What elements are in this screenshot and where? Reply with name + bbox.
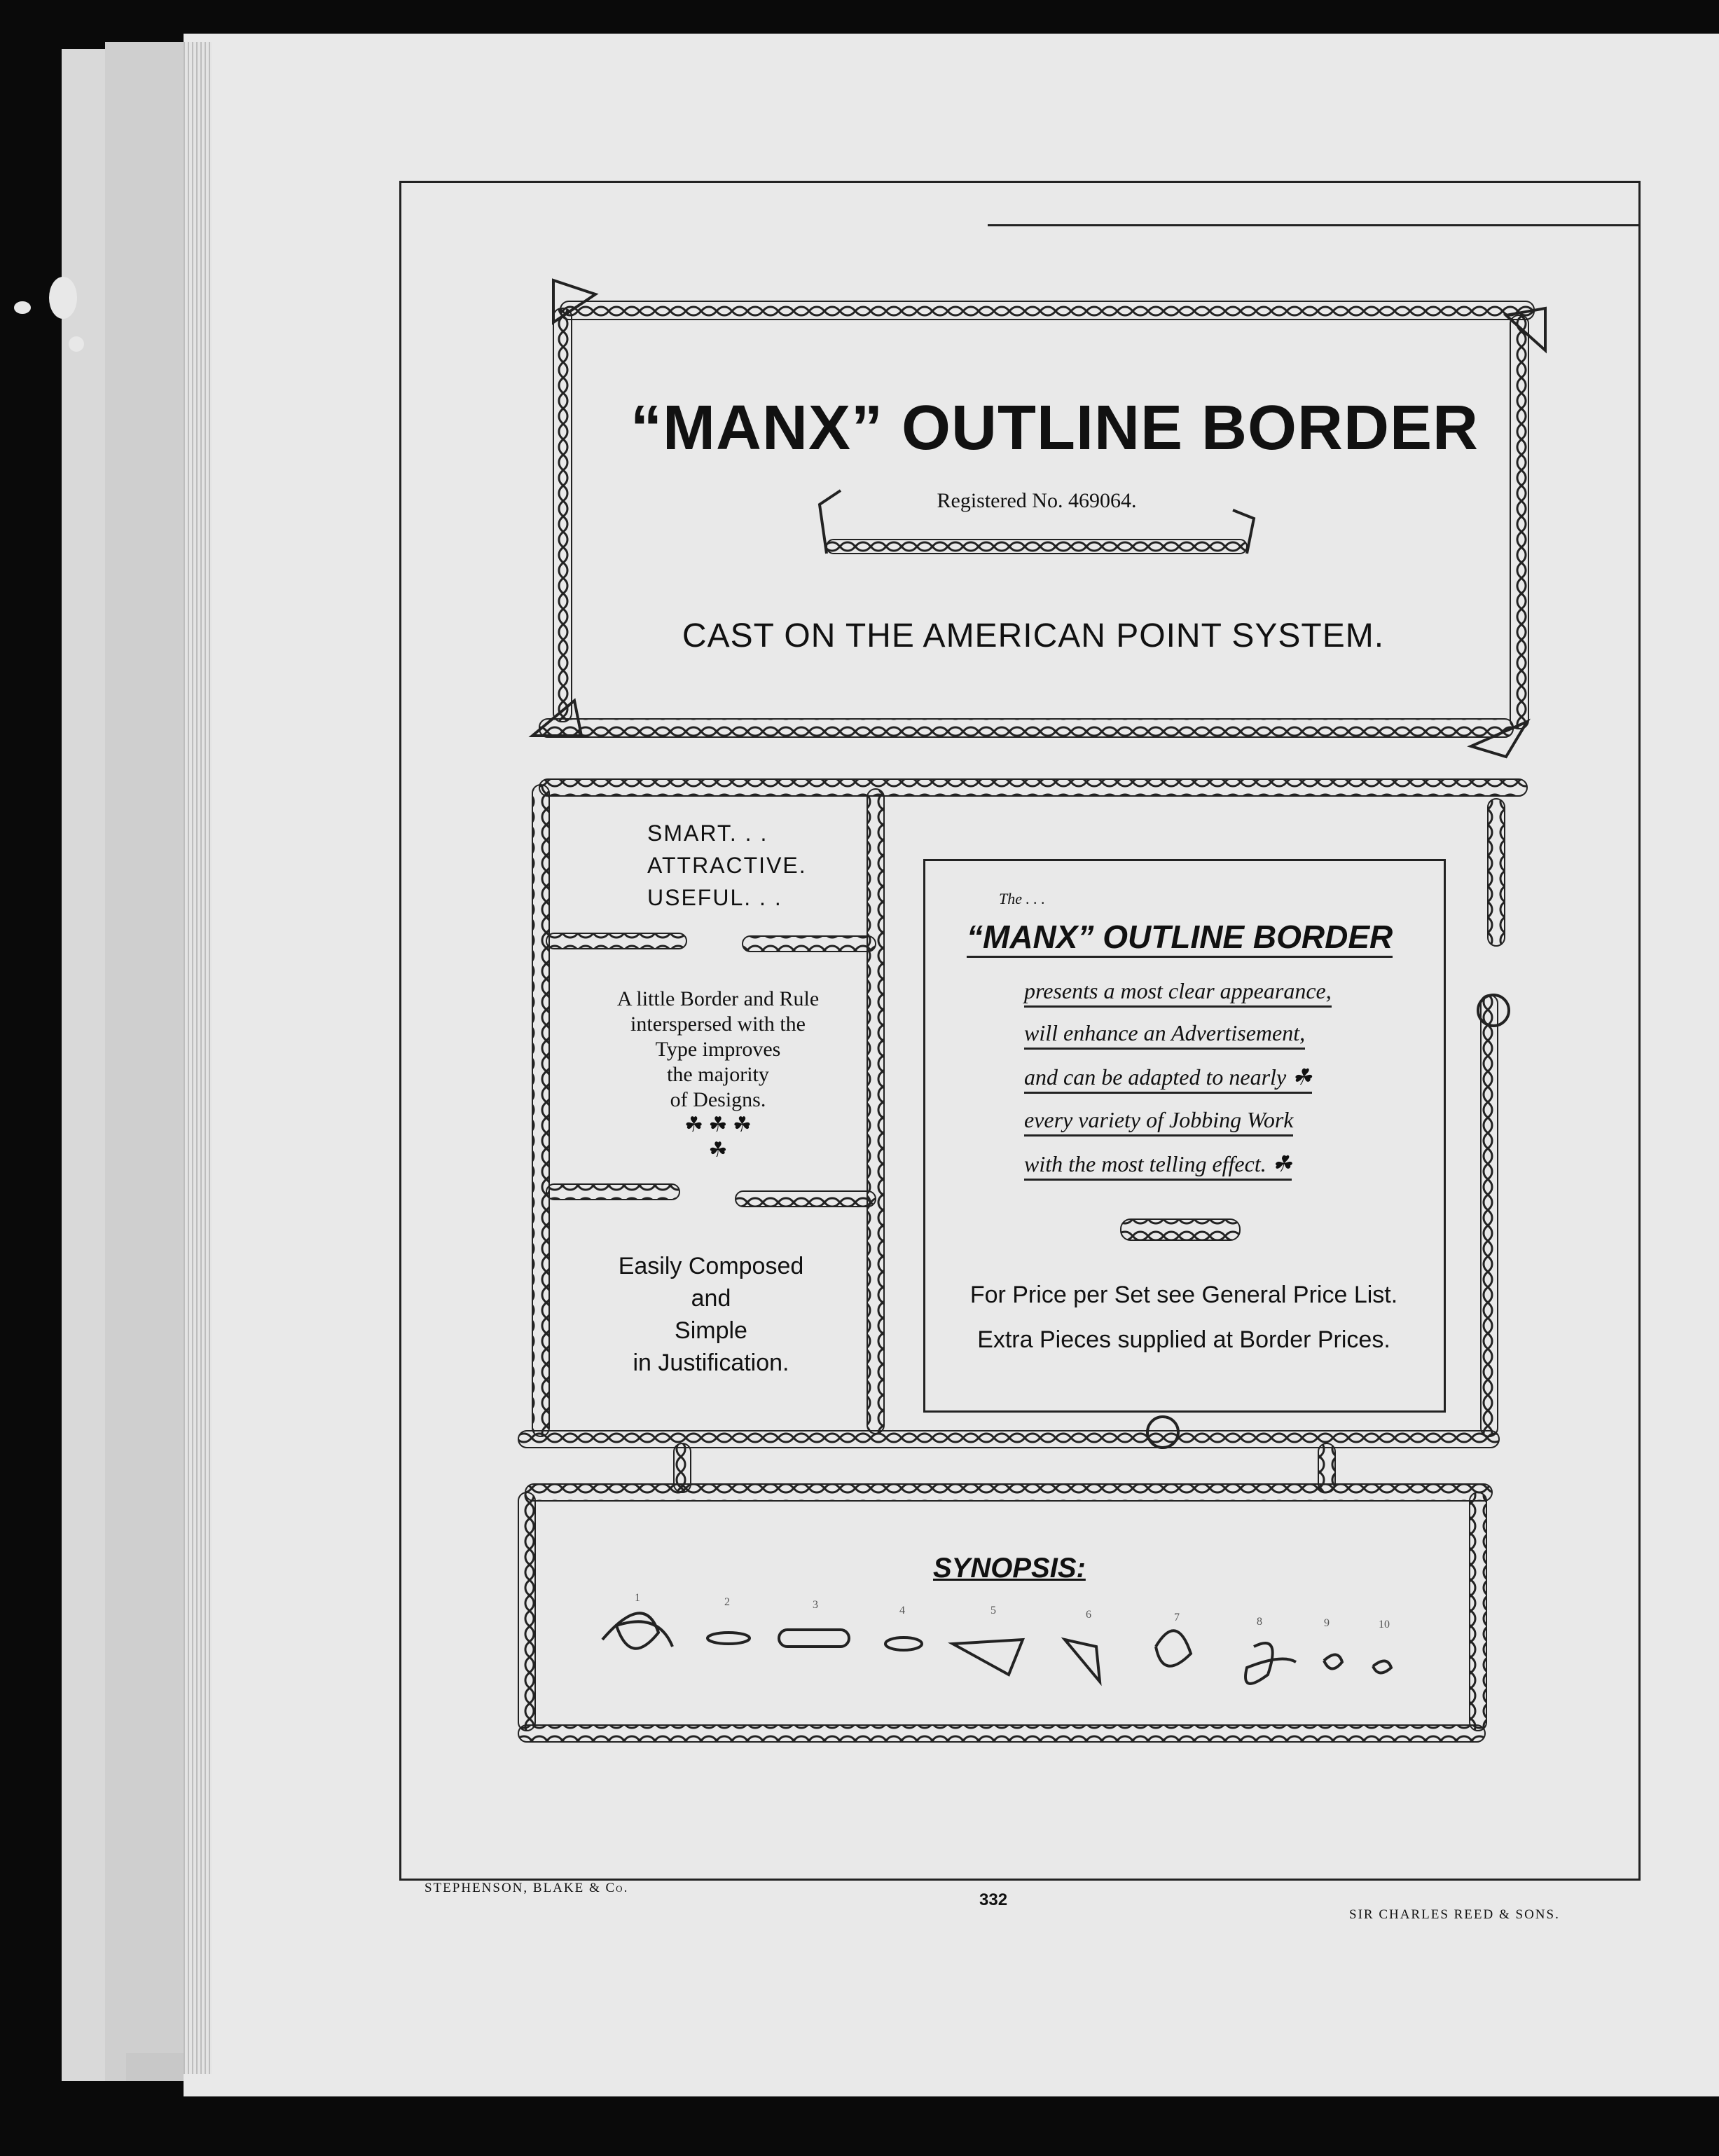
piece-number: 8 bbox=[1257, 1616, 1262, 1628]
synopsis-border-frame bbox=[518, 1443, 1492, 1742]
piece-number: 2 bbox=[724, 1596, 730, 1608]
page-title: “MANX” OUTLINE BORDER bbox=[630, 393, 1479, 463]
synopsis-label: SYNOPSIS: bbox=[933, 1553, 1086, 1584]
fleuron-single: ☘ bbox=[708, 1139, 728, 1162]
note-line: Type improves bbox=[655, 1038, 781, 1061]
piece-number: 9 bbox=[1324, 1617, 1330, 1629]
tagline-line: ATTRACTIVE. bbox=[647, 853, 807, 878]
price-line: For Price per Set see General Price List. bbox=[969, 1282, 1398, 1308]
piece-number: 1 bbox=[635, 1592, 640, 1604]
ad-line: presents a most clear appearance, bbox=[1024, 978, 1332, 1008]
price-line: Extra Pieces supplied at Border Prices. bbox=[977, 1326, 1390, 1353]
tagline-line: SMART. . . bbox=[647, 820, 768, 846]
note-line: A little Border and Rule bbox=[616, 987, 820, 1010]
price-note bbox=[932, 1272, 1436, 1362]
ad-line: with the most telling effect. ☘ bbox=[1024, 1151, 1292, 1181]
easily-composed-note bbox=[581, 1250, 841, 1379]
top-border-frame bbox=[532, 280, 1545, 757]
piece-number: 6 bbox=[1086, 1609, 1091, 1621]
registered-number: Registered No. 469064. bbox=[937, 489, 1137, 512]
page-number: 332 bbox=[979, 1890, 1008, 1909]
note-line: the majority bbox=[667, 1063, 769, 1086]
ad-line: and can be adapted to nearly ☘ bbox=[1024, 1064, 1312, 1094]
tagline-line: USEFUL. . . bbox=[647, 885, 782, 910]
piece-number: 10 bbox=[1379, 1619, 1390, 1630]
point-system-line: CAST ON THE AMERICAN POINT SYSTEM. bbox=[682, 617, 1385, 654]
synopsis-pieces bbox=[602, 1613, 1391, 1684]
note-line: and bbox=[691, 1285, 731, 1312]
ad-title: “MANX” OUTLINE BORDER bbox=[967, 918, 1393, 958]
border-rule-note bbox=[581, 987, 855, 1163]
piece-number: 5 bbox=[990, 1605, 996, 1616]
note-line: interspersed with the bbox=[630, 1012, 806, 1036]
ad-line: will enhance an Advertisement, bbox=[1024, 1020, 1305, 1050]
piece-number: 7 bbox=[1174, 1612, 1180, 1623]
note-line: Easily Composed bbox=[618, 1253, 804, 1279]
note-line: Simple bbox=[675, 1317, 747, 1344]
footer-right: SIR CHARLES REED & SONS. bbox=[1349, 1907, 1560, 1922]
ad-line: every variety of Jobbing Work bbox=[1024, 1107, 1293, 1137]
piece-number: 4 bbox=[899, 1605, 905, 1616]
fleuron-row: ☘ ☘ ☘ bbox=[684, 1113, 752, 1137]
note-line: in Justification. bbox=[633, 1350, 789, 1376]
smart-attractive-useful bbox=[647, 817, 807, 914]
ad-intro: The . . . bbox=[999, 890, 1045, 907]
note-line: of Designs. bbox=[670, 1088, 766, 1111]
piece-number: 3 bbox=[813, 1599, 818, 1611]
footer-left: STEPHENSON, BLAKE & Co. bbox=[424, 1881, 629, 1895]
